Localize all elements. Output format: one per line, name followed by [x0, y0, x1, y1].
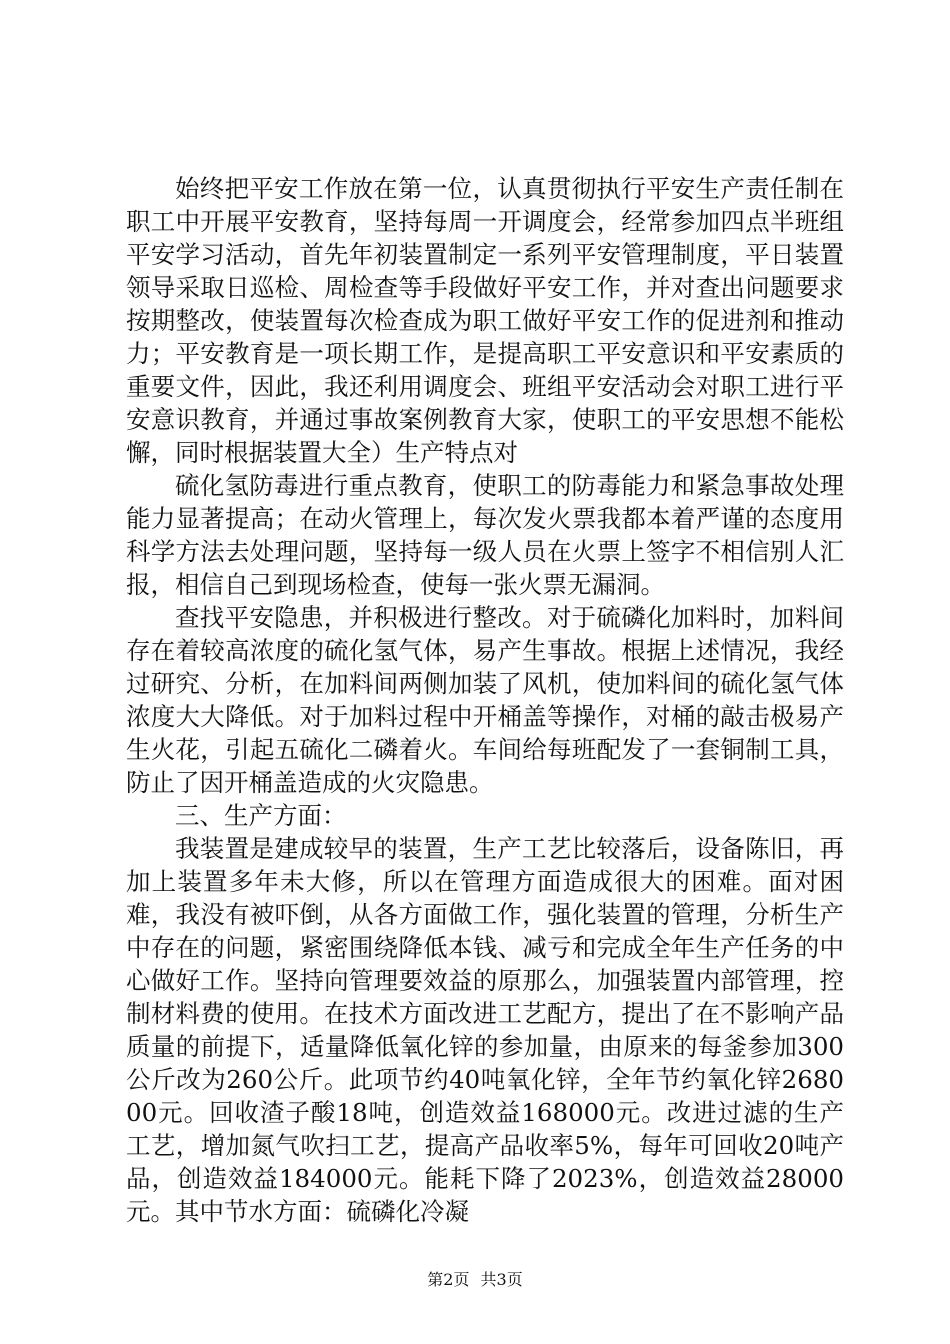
document-body [126, 172, 844, 1228]
paragraph-production-management: 我装置是建成较早的装置，生产工艺比较落后，设备陈旧，再加上装置多年未大修，所以在管理方面造成很大的困难。面对困难，我没有被吓倒，从各方面做工作，强化装置的管理，分析生产中存在的问题，紧密围绕降低本钱、减亏和完成全年生产任务的中心做好工作。坚持向管理要效益的原那么，加强装置内部管理，控制材料费的使用。在技术方面改进工艺配方，提出了在不影响产品质量的前提下，适量降低氧化锌的参加量，由原来的每釜参加300公斤改为260公斤。此项节约40吨氧化锌，全年节约氧化锌268000元。回收渣子酸18吨，创造效益168000元。改进过滤的生产工艺，增加氮气吹扫工艺，提高产品收率5%，每年可回收20吨产品，创造效益184000元。能耗下降了2023%，创造效益28000元。其中节水方面：硫磷化冷凝 [126, 834, 844, 1226]
page-number: 第2页 [427, 1270, 470, 1289]
paragraph-safety-work: 始终把平安工作放在第一位，认真贯彻执行平安生产责任制在职工中开展平安教育，坚持每周一开调度会，经常参加四点半班组平安学习活动，首先年初装置制定一系列平安管理制度，平日装置领导采取日巡检、周检查等手段做好平安工作，并对查出问题要求按期整改，使装置每次检查成为职工做好平安工作的促进剂和推动力；平安教育是一项长期工作，是提高职工平安意识和平安素质的重要文件，因此，我还利用调度会、班组平安活动会对职工进行平安意识教育，并通过事故案例教育大家，使职工的平安思想不能松懈，同时根据装置大全）生产特点对 [126, 174, 844, 467]
paragraph-h2s-education: 硫化氢防毒进行重点教育，使职工的防毒能力和紧急事故处理能力显著提高；在动火管理上，每次发火票我都本着严谨的态度用科学方法去处理问题，坚持每一级人员在火票上签字不相信别人汇报，相信自己到现场检查，使每一张火票无漏洞。 [126, 471, 844, 599]
section-heading-production: 三、生产方面： [175, 801, 347, 830]
paragraph-hazard-rectification: 查找平安隐患，并积极进行整改。对于硫磷化加料时，加料间存在着较高浓度的硫化氢气体，易产生事故。根据上述情况，我经过研究、分析，在加料间两侧加装了风机，使加料间的硫化氢气体浓度大大降低。对于加料过程中开桶盖等操作，对桶的敲击极易产生火花，引起五硫化二磷着火。车间给每班配发了一套铜制工具，防止了因开桶盖造成的火灾隐患。 [126, 603, 844, 797]
page-footer [0, 1270, 950, 1290]
page-total: 共3页 [480, 1270, 523, 1289]
